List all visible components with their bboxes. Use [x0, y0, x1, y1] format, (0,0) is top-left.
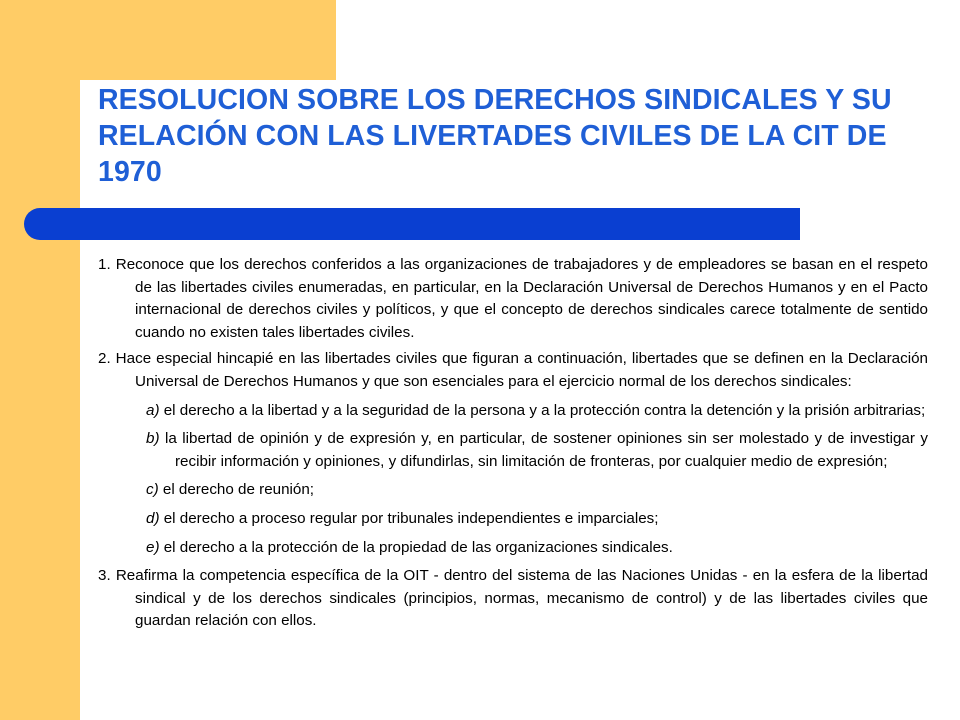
decorative-top-band [0, 0, 336, 80]
subitem-text: la libertad de opinión y de expresión y, en particular, de sostener opiniones sin ser molestado y de investigar y recibir información y opiniones, y difundirlas, sin limitación de fronteras, por cualquier medio de expresión; [159, 430, 928, 470]
subitem-b [98, 428, 928, 473]
subitem-c [98, 479, 928, 502]
slide-title: RESOLUCION SOBRE LOS DERECHOS SINDICALES Y SU RELACIÓN CON LAS LIVERTADES CIVILES DE LA CIT DE 1970 [98, 84, 892, 188]
subitem-tag: d) [146, 509, 160, 527]
paragraph-1: 1. Reconoce que los derechos conferidos a las organizaciones de trabajadores y de empleadores se basan en el respeto de las libertades civiles enumeradas, en particular, en la Declaración Universal de Derechos Humanos y en el Pacto internacional de derechos civiles y políticos, y que el concepto de derechos sindicales carece totalmente de sentido cuando no existen tales libertades civiles. [98, 256, 928, 341]
paragraph-3: 3. Reafirma la competencia específica de la OIT - dentro del sistema de las Naciones Unidas - en la esfera de la libertad sindical y de los derechos sindicales (principios, normas, mecanismo de control) y de las libertades civiles que guardan relación con ellos. [98, 567, 928, 630]
subitem-a [98, 400, 928, 423]
subitem-tag: e) [146, 538, 160, 556]
subitem-e [98, 537, 928, 560]
decorative-left-band [0, 0, 80, 720]
subitem-tag: b) [146, 430, 160, 448]
subitem-text: el derecho a la libertad y a la seguridad de la persona y a la protección contra la detención y la prisión arbitrarias; [159, 401, 926, 419]
subitem-text: el derecho a la protección de la propiedad de las organizaciones sindicales. [159, 538, 673, 556]
subitem-text: el derecho de reunión; [158, 481, 315, 499]
slide-body [98, 254, 928, 633]
subitem-text: el derecho a proceso regular por tribunales independientes e imparciales; [159, 509, 659, 527]
subitem-tag: c) [146, 481, 159, 499]
title-underline-bar [24, 208, 800, 240]
subitem-tag: a) [146, 401, 160, 419]
subitem-d [98, 508, 928, 531]
paragraph-2: 2. Hace especial hincapié en las libertades civiles que figuran a continuación, libertades que se definen en la Declaración Universal de Derechos Humanos y que son esenciales para el ejercicio normal de los derechos sindicales: [98, 350, 928, 390]
